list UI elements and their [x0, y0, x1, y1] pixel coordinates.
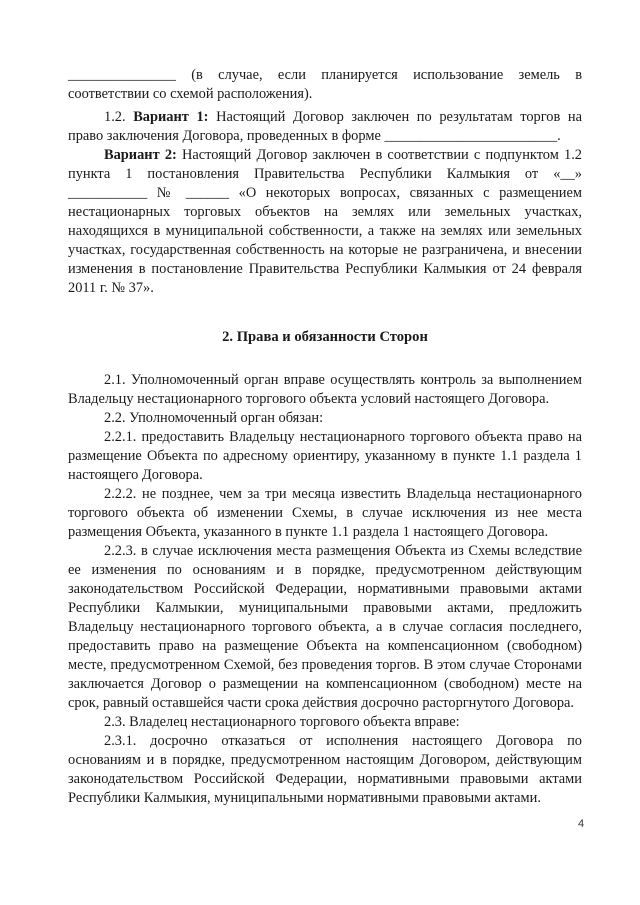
paragraph-1-2-text: Настоящий Договор заключен по результатам торгов на право заключения Договора, проведенных в форме ________________________.: [68, 109, 582, 144]
paragraph-2-1: 2.1. Уполномоченный орган вправе осуществлять контроль за выполнением Владельцу нестационарного торгового объекта условий настоящего Договора.: [68, 372, 582, 407]
paragraph-1-2: [68, 108, 582, 146]
paragraph-2-2-1: 2.2.1. предоставить Владельцу нестационарного торгового объекта право на размещение Объекта по адресному ориентиру, указанному в пункте 1.1 раздела 1 настоящего Договора.: [68, 429, 582, 483]
intro-blank: _______________: [68, 67, 176, 83]
variant-2-paragraph: [68, 146, 582, 298]
paragraph-2-3-1: 2.3.1. досрочно отказаться от исполнения настоящего Договора по основаниям и в порядке, предусмотренном настоящим Договором, действующим законодательством Российской Федерации, нормативными правовыми актами Республики Калмыкия, муниципальными нормативными правовыми актами.: [68, 733, 582, 806]
page-number: 4: [578, 818, 585, 830]
section-2-title: 2. Права и обязанности Сторон: [222, 329, 428, 345]
intro-paragraph: [68, 66, 582, 104]
variant-2-label: Вариант 2:: [104, 147, 177, 163]
paragraph-1-2-number: 1.2.: [104, 109, 134, 125]
variant-1-label: Вариант 1:: [133, 109, 209, 125]
paragraph-2-3: 2.3. Владелец нестационарного торгового объекта вправе:: [104, 714, 460, 730]
paragraph-2-2: 2.2. Уполномоченный орган обязан:: [104, 410, 324, 426]
variant-2-text: Настоящий Договор заключен в соответствии с подпунктом 1.2 пункта 1 постановления Правительства Республики Калмыкия от «__» ___________ № ______ «О некоторых вопросах, связанных с размещением нестационарных торговых объектов на землях или земельных участках, находящихся в муниципальной собственности, а также на землях или земельных участках, государственная собственность на которые не разграничена, и внесении изменения в постановление Правительства Республики Калмыкия от 24 февраля 2011 г. № 37».: [68, 147, 583, 296]
paragraph-2-2-2: 2.2.2. не позднее, чем за три месяца известить Владельца нестационарного торгового объекта об изменении Схемы, в случае исключения из нее места размещения Объекта, указанного в пункте 1.1 раздела 1 настоящего Договора.: [68, 486, 582, 540]
paragraph-2-2-3: 2.2.3. в случае исключения места размещения Объекта из Схемы вследствие ее изменения по основаниям и в порядке, предусмотренном действующим законодательством Российской Федерации, нормативными правовыми актами Республики Калмыкии, муниципальными правовыми актами, предложить Владельцу нестационарного торгового объекта, а в случае согласия последнего, предоставить право на размещение Объекта на компенсационном (свободном) месте, предусмотренном Схемой, без проведения торгов. В этом случае Сторонами заключается Договор о размещении на компенсационном (свободном) месте на срок, равный оставшейся части срока действия досрочно расторгнутого Договора.: [68, 543, 582, 711]
intro-text: (в случае, если планируется использование земель в соответствии со схемой расположения).: [68, 67, 582, 102]
